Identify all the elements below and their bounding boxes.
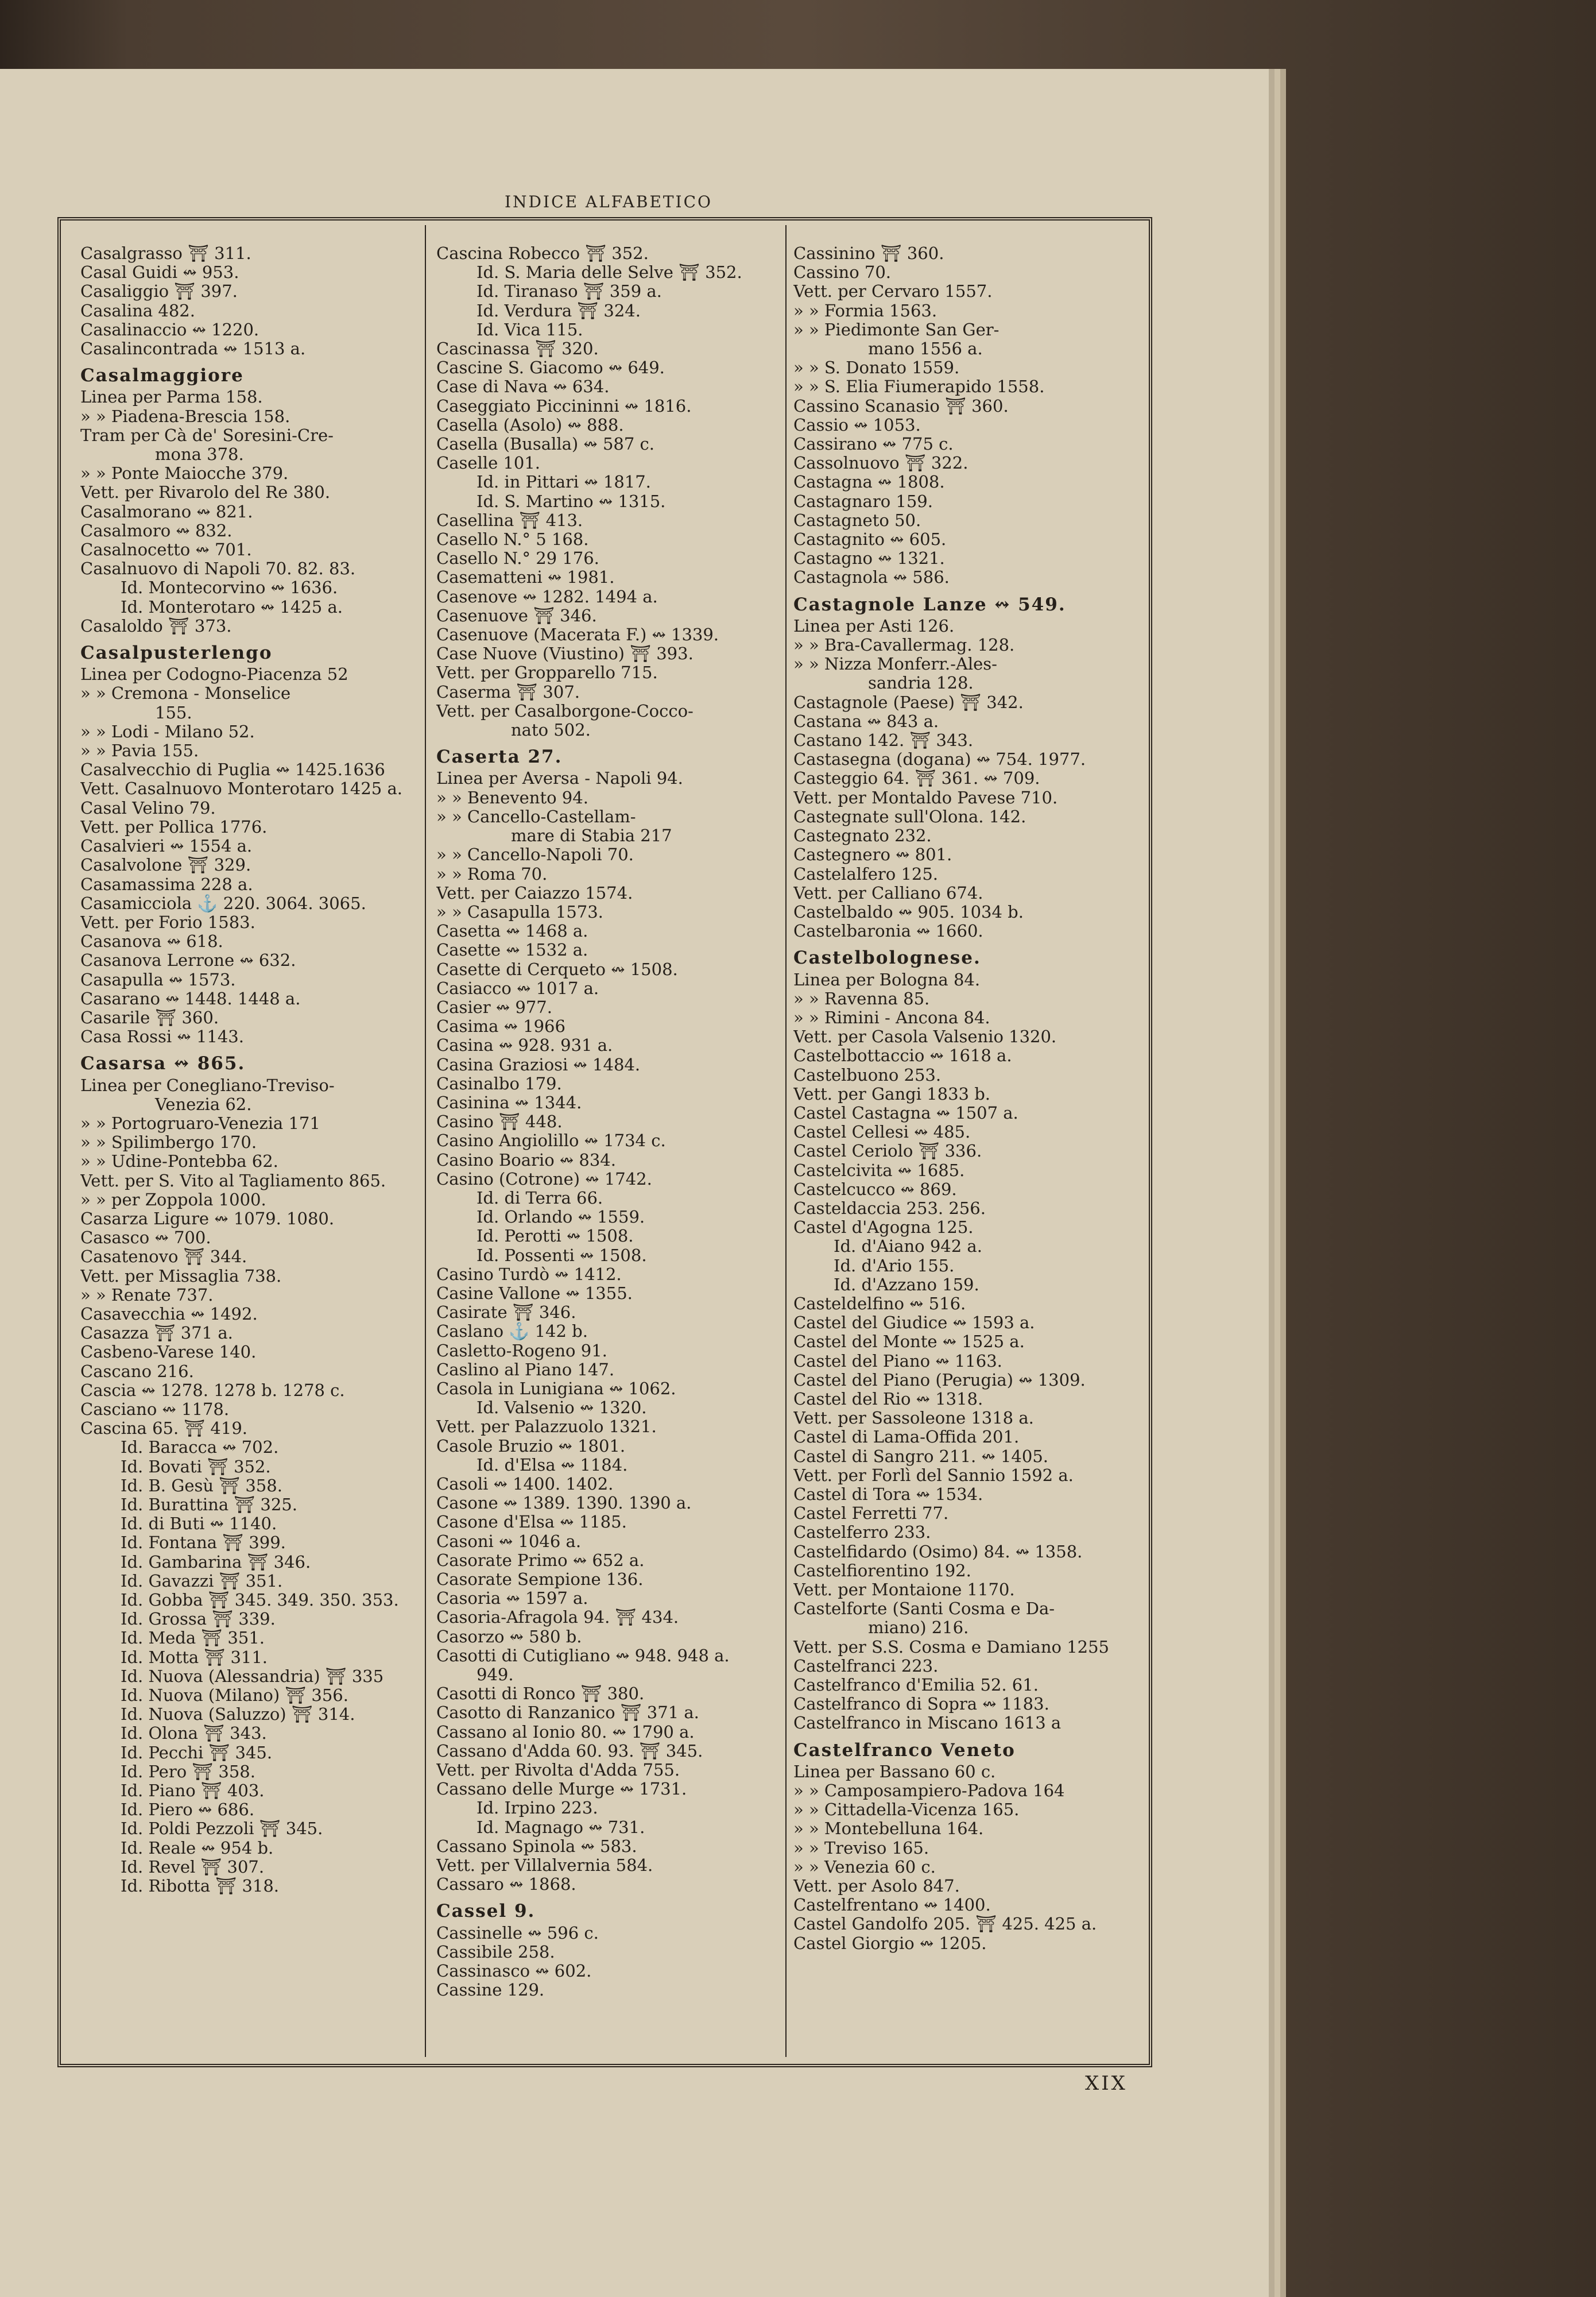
- index-entry: Casalmorano ↭ 821.: [80, 501, 253, 521]
- index-heading: Casalmaggiore: [80, 365, 244, 386]
- index-entry: Casciano ↭ 1178.: [80, 1399, 230, 1419]
- index-entry: Id. Piano ⛩ 403.: [121, 1781, 265, 1801]
- index-entry: nato 502.: [511, 720, 591, 740]
- index-entry: Id. Piero ↭ 686.: [121, 1800, 255, 1820]
- index-entry: Casbeno-Varese 140.: [80, 1342, 257, 1362]
- index-entry: Casorate Primo ↭ 652 a.: [436, 1550, 645, 1570]
- index-entry: Casavecchia ↭ 1492.: [80, 1304, 258, 1324]
- index-entry: Id. Monterotaro ↭ 1425 a.: [121, 597, 343, 617]
- index-entry: Castana ↭ 843 a.: [793, 711, 939, 731]
- index-entry: Id. in Pittari ↭ 1817.: [477, 472, 651, 492]
- index-entry: Cassinino ⛩ 360.: [793, 244, 944, 263]
- index-entry: Casteldelfino ↭ 516.: [793, 1293, 966, 1313]
- index-entry: » » Lodi - Milano 52.: [80, 721, 255, 741]
- index-entry: Vett. per Palazzuolo 1321.: [436, 1417, 657, 1437]
- index-entry: Castegnate sull'Olona. 142.: [793, 806, 1026, 826]
- index-entry: Vett. per Rivolta d'Adda 755.: [436, 1760, 680, 1780]
- index-entry: Casello N.° 29 176.: [436, 548, 599, 569]
- index-entry: Id. Magnago ↭ 731.: [477, 1817, 645, 1837]
- index-entry: Case Nuove (Viustino) ⛩ 393.: [436, 644, 694, 664]
- index-entry: Casima ↭ 1966: [436, 1016, 565, 1037]
- index-entry: Cassaro ↭ 1868.: [436, 1874, 576, 1894]
- index-entry: Id. Reale ↭ 954 b.: [121, 1838, 274, 1858]
- index-entry: Vett. per Casalborgone-Cocco-: [436, 701, 694, 721]
- index-entry: Linea per Codogno-Piacenza 52: [80, 664, 348, 685]
- index-entry: Caselle 101.: [436, 453, 541, 473]
- index-entry: Castel Castagna ↭ 1507 a.: [793, 1103, 1018, 1123]
- index-entry: Castegnato 232.: [793, 826, 932, 846]
- index-entry: Vett. per Gropparello 715.: [436, 663, 658, 683]
- index-entry: Castel Gandolfo 205. ⛩ 425. 425 a.: [793, 1914, 1097, 1934]
- index-entry: » » Piedimonte San Ger-: [793, 319, 1000, 339]
- index-entry: Id. di Buti ↭ 1140.: [121, 1514, 277, 1534]
- index-entry: Castelbaldo ↭ 905. 1034 b.: [793, 902, 1024, 922]
- index-heading: Casarsa ↭ 865.: [80, 1053, 246, 1074]
- index-entry: Cassano delle Murge ↭ 1731.: [436, 1779, 687, 1799]
- index-entry: Cassio ↭ 1053.: [793, 415, 921, 435]
- index-entry: Casirate ⛩ 346.: [436, 1302, 576, 1322]
- index-entry: » » Venezia 60 c.: [793, 1857, 936, 1877]
- index-entry: » » Nizza Monferr.-Ales-: [793, 654, 997, 674]
- index-column-2: [436, 244, 781, 2053]
- index-entry: Casina ↭ 928. 931 a.: [436, 1035, 613, 1055]
- index-entry: Tram per Cà de' Soresini-Cre-: [80, 425, 334, 445]
- index-entry: Id. Olona ⛩ 343.: [121, 1723, 267, 1743]
- index-entry: Casino ⛩ 448.: [436, 1112, 563, 1132]
- index-entry: Casal Velino 79.: [80, 798, 216, 818]
- index-entry: Id. S. Maria delle Selve ⛩ 352.: [477, 262, 742, 283]
- index-entry: Vett. per Villalvernia 584.: [436, 1855, 653, 1876]
- index-entry: Castelforte (Santi Cosma e Da-: [793, 1599, 1055, 1619]
- index-entry: » » Renate 737.: [80, 1285, 214, 1305]
- index-entry: Cassinasco ↭ 602.: [436, 1961, 592, 1981]
- index-entry: Id. Bovati ⛩ 352.: [121, 1456, 271, 1476]
- index-entry: Castelalfero 125.: [793, 864, 939, 884]
- index-entry: Id. d'Elsa ↭ 1184.: [477, 1455, 628, 1475]
- index-entry: 155.: [155, 702, 192, 722]
- index-entry: Caserma ⛩ 307.: [436, 682, 580, 702]
- index-entry: Castelbaronia ↭ 1660.: [793, 921, 983, 941]
- index-entry: Cascano 216.: [80, 1361, 194, 1381]
- index-entry: Vett. per Casola Valsenio 1320.: [793, 1027, 1057, 1047]
- index-entry: Linea per Bologna 84.: [793, 969, 981, 989]
- index-column-1: [80, 244, 419, 2053]
- index-entry: Cassano d'Adda 60. 93. ⛩ 345.: [436, 1741, 703, 1761]
- index-entry: Vett. per Calliano 674.: [793, 883, 983, 903]
- index-entry: » » Treviso 165.: [793, 1838, 929, 1858]
- index-entry: Casola in Lunigiana ↭ 1062.: [436, 1378, 676, 1398]
- index-entry: Casinalbo 179.: [436, 1073, 562, 1093]
- index-entry: » » Cittadella-Vicenza 165.: [793, 1800, 1020, 1820]
- index-entry: Casier ↭ 977.: [436, 997, 552, 1017]
- index-entry: Id. Gavazzi ⛩ 351.: [121, 1571, 283, 1591]
- index-entry: Castel d'Agogna 125.: [793, 1217, 974, 1238]
- index-entry: » » Cancello-Castellam-: [436, 806, 636, 826]
- index-entry: Cascia ↭ 1278. 1278 b. 1278 c.: [80, 1380, 345, 1400]
- index-entry: Casoni ↭ 1046 a.: [436, 1531, 582, 1551]
- index-entry: Casino Angiolillo ↭ 1734 c.: [436, 1131, 666, 1151]
- index-entry: mona 378.: [155, 444, 244, 465]
- index-entry: Cassino Scanasio ⛩ 360.: [793, 396, 1009, 416]
- index-entry: Casanova Lerrone ↭ 632.: [80, 950, 296, 970]
- index-entry: Castelcivita ↭ 1685.: [793, 1160, 965, 1180]
- index-entry: Casteggio 64. ⛩ 361. ↭ 709.: [793, 768, 1040, 788]
- index-entry: Id. Motta ⛩ 311.: [121, 1647, 268, 1667]
- index-entry: Casotti di Cutigliano ↭ 948. 948 a.: [436, 1645, 730, 1665]
- index-entry: Id. Montecorvino ↭ 1636.: [121, 578, 338, 598]
- index-entry: » » Rimini - Ancona 84.: [793, 1007, 990, 1027]
- index-heading: Castelfranco Veneto: [793, 1739, 1016, 1761]
- index-entry: Casasco ↭ 700.: [80, 1228, 211, 1248]
- index-entry: Castel Cellesi ↭ 485.: [793, 1122, 971, 1142]
- index-entry: Casorate Sempione 136.: [436, 1569, 644, 1590]
- index-entry: Id. d'Aiano 942 a.: [834, 1236, 982, 1256]
- index-entry: » » S. Donato 1559.: [793, 358, 960, 378]
- index-entry: Cassolnuovo ⛩ 322.: [793, 453, 969, 473]
- index-entry: » » Benevento 94.: [436, 787, 588, 807]
- index-heading: Castagnole Lanze ↭ 549.: [793, 594, 1066, 615]
- index-entry: Id. Verdura ⛩ 324.: [477, 300, 641, 320]
- index-entry: Castagno ↭ 1321.: [793, 548, 945, 569]
- index-entry: Castagnito ↭ 605.: [793, 529, 947, 550]
- index-entry: » » Ponte Maiocche 379.: [80, 463, 289, 484]
- index-entry: Casalincontrada ↭ 1513 a.: [80, 339, 306, 359]
- index-entry: Casanova ↭ 618.: [80, 931, 223, 952]
- index-entry: Vett. per Caiazzo 1574.: [436, 883, 633, 903]
- index-entry: Vett. per Rivarolo del Re 380.: [80, 482, 331, 502]
- index-entry: Casaloldo ⛩ 373.: [80, 616, 232, 636]
- index-entry: Casalina 482.: [80, 300, 195, 320]
- index-entry: Casematteni ↭ 1981.: [436, 567, 615, 587]
- index-entry: Casorzo ↭ 580 b.: [436, 1626, 582, 1646]
- index-entry: Casatenovo ⛩ 344.: [80, 1247, 247, 1267]
- index-entry: » » Piadena-Brescia 158.: [80, 406, 290, 426]
- index-entry: Castelcucco ↭ 869.: [793, 1179, 957, 1199]
- index-entry: Castelferro 233.: [793, 1522, 931, 1542]
- index-entry: miano) 216.: [868, 1618, 969, 1638]
- index-heading: Caserta 27.: [436, 747, 563, 768]
- page-number: XIX: [1085, 2072, 1128, 2095]
- index-entry: Vett. per S. Vito al Tagliamento 865.: [80, 1170, 386, 1190]
- index-entry: Castelbuono 253.: [793, 1065, 942, 1085]
- index-entry: Cascina 65. ⛩ 419.: [80, 1418, 248, 1438]
- index-entry: Id. Valsenio ↭ 1320.: [477, 1398, 647, 1418]
- index-entry: Castel del Monte ↭ 1525 a.: [793, 1332, 1025, 1352]
- index-entry: Id. Nuova (Milano) ⛩ 356.: [121, 1685, 348, 1706]
- index-entry: Castelfrentano ↭ 1400.: [793, 1895, 991, 1915]
- index-entry: » » Camposampiero-Padova 164: [793, 1781, 1065, 1801]
- index-entry: Castagnola ↭ 586.: [793, 567, 950, 587]
- index-entry: Casino (Cotrone) ↭ 1742.: [436, 1169, 652, 1189]
- index-entry: Id. Poldi Pezzoli ⛩ 345.: [121, 1819, 323, 1839]
- index-entry: Venezia 62.: [155, 1094, 252, 1114]
- index-entry: Vett. per Cervaro 1557.: [793, 281, 993, 301]
- index-entry: Casazza ⛩ 371 a.: [80, 1323, 233, 1343]
- index-entry: Id. Revel ⛩ 307.: [121, 1857, 265, 1877]
- index-entry: Casalmoro ↭ 832.: [80, 520, 233, 540]
- index-entry: Casal Guidi ↭ 953.: [80, 262, 239, 283]
- index-entry: Casellina ⛩ 413.: [436, 510, 583, 530]
- index-entry: Vett. per Sassoleone 1318 a.: [793, 1408, 1034, 1428]
- index-entry: Id. Grossa ⛩ 339.: [121, 1609, 276, 1629]
- index-entry: Castel del Piano ↭ 1163.: [793, 1351, 1002, 1371]
- index-entry: Castelfranco in Miscano 1613 a: [793, 1713, 1062, 1733]
- index-entry: Id. S. Martino ↭ 1315.: [477, 491, 666, 511]
- index-entry: Cascina Robecco ⛩ 352.: [436, 244, 649, 263]
- index-entry: » » Pavia 155.: [80, 741, 199, 761]
- index-entry: Castel di Sangro 211. ↭ 1405.: [793, 1446, 1048, 1466]
- index-entry: Id. Nuova (Alessandria) ⛩ 335: [121, 1666, 384, 1686]
- index-entry: Casalvieri ↭ 1554 a.: [80, 836, 253, 856]
- index-entry: Id. Vica 115.: [477, 319, 583, 339]
- index-entry: Casino Turdò ↭ 1412.: [436, 1264, 622, 1284]
- index-entry: Id. Ribotta ⛩ 318.: [121, 1876, 280, 1896]
- index-entry: Vett. Casalnuovo Monterotaro 1425 a.: [80, 779, 402, 799]
- index-entry: » » Montebelluna 164.: [793, 1819, 984, 1839]
- index-entry: Casette di Cerqueto ↭ 1508.: [436, 959, 678, 979]
- index-entry: mano 1556 a.: [868, 339, 983, 359]
- index-entry: » » Spilimbergo 170.: [80, 1132, 257, 1153]
- index-entry: Castagnaro 159.: [793, 491, 933, 511]
- index-entry: Linea per Asti 126.: [793, 616, 955, 636]
- index-entry: Casa Rossi ↭ 1143.: [80, 1027, 244, 1047]
- index-entry: » » Bra-Cavallermag. 128.: [793, 635, 1015, 655]
- index-entry: Castel di Lama-Offida 201.: [793, 1427, 1020, 1447]
- index-entry: Casino Boario ↭ 834.: [436, 1150, 616, 1170]
- index-entry: Case di Nava ↭ 634.: [436, 377, 610, 397]
- index-entry: Vett. per Forlì del Sannio 1592 a.: [793, 1465, 1074, 1485]
- index-entry: Casoria-Afragola 94. ⛩ 434.: [436, 1607, 679, 1627]
- index-heading: Castelbolognese.: [793, 948, 981, 969]
- index-entry: Casenuove (Macerata F.) ↭ 1339.: [436, 625, 719, 645]
- index-entry: Casalnocetto ↭ 701.: [80, 540, 252, 560]
- index-entry: Casotto di Ranzanico ⛩ 371 a.: [436, 1703, 699, 1723]
- index-entry: Cassinelle ↭ 596 c.: [436, 1923, 599, 1943]
- index-entry: Cassibile 258.: [436, 1942, 555, 1962]
- index-entry: mare di Stabia 217: [511, 826, 672, 846]
- index-entry: Vett. per Montaldo Pavese 710.: [793, 787, 1058, 807]
- column-rule: [785, 225, 787, 2057]
- index-entry: Casone d'Elsa ↭ 1185.: [436, 1512, 627, 1532]
- index-entry: Id. Irpino 223.: [477, 1798, 598, 1818]
- index-entry: Castelfiorentino 192.: [793, 1560, 971, 1580]
- index-heading: Casalpusterlengo: [80, 643, 273, 664]
- index-column-3: [793, 244, 1132, 2053]
- index-entry: Id. Orlando ↭ 1559.: [477, 1207, 645, 1227]
- index-entry: Cassano al Ionio 80. ↭ 1790 a.: [436, 1722, 695, 1742]
- index-entry: » » per Zoppola 1000.: [80, 1189, 266, 1209]
- index-entry: Cascine S. Giacomo ↭ 649.: [436, 358, 665, 378]
- index-entry: Vett. per Montaione 1170.: [793, 1580, 1015, 1600]
- index-entry: Id. Meda ⛩ 351.: [121, 1628, 265, 1648]
- index-entry: Casarza Ligure ↭ 1079. 1080.: [80, 1208, 335, 1228]
- index-entry: Casoli ↭ 1400. 1402.: [436, 1474, 614, 1494]
- index-entry: Id. Pecchi ⛩ 345.: [121, 1742, 273, 1762]
- index-entry: Vett. per Asolo 847.: [793, 1876, 960, 1896]
- index-entry: Caseggiato Piccininni ↭ 1816.: [436, 396, 692, 416]
- index-entry: Casetta ↭ 1468 a.: [436, 921, 588, 941]
- index-entry: Castel Ceriolo ⛩ 336.: [793, 1141, 982, 1161]
- index-entry: Casinina ↭ 1344.: [436, 1092, 582, 1112]
- index-entry: Casletto-Rogeno 91.: [436, 1340, 607, 1360]
- index-entry: Caslino al Piano 147.: [436, 1359, 615, 1379]
- index-entry: Castel del Piano (Perugia) ↭ 1309.: [793, 1370, 1086, 1390]
- index-entry: Cassirano ↭ 775 c.: [793, 434, 954, 454]
- index-entry: Casella (Busalla) ↭ 587 c.: [436, 434, 654, 454]
- index-entry: Id. d'Azzano 159.: [834, 1274, 979, 1294]
- index-entry: Id. Baracca ↭ 702.: [121, 1437, 279, 1457]
- index-entry: Casenove ↭ 1282. 1494 a.: [436, 586, 658, 606]
- index-entry: Vett. per S.S. Cosma e Damiano 1255: [793, 1637, 1109, 1657]
- index-entry: Casamassima 228 a.: [80, 874, 253, 894]
- index-entry: Casarile ⛩ 360.: [80, 1007, 219, 1027]
- index-entry: Castel Giorgio ↭ 1205.: [793, 1933, 987, 1953]
- index-entry: Casalinaccio ↭ 1220.: [80, 319, 259, 339]
- index-entry: Cassano Spinola ↭ 583.: [436, 1836, 637, 1856]
- index-entry: Casiacco ↭ 1017 a.: [436, 978, 599, 998]
- index-entry: Castagnole (Paese) ⛩ 342.: [793, 692, 1024, 712]
- index-entry: Id. di Terra 66.: [477, 1188, 603, 1208]
- index-entry: Cassino 70.: [793, 262, 891, 283]
- index-entry: Casette ↭ 1532 a.: [436, 940, 588, 960]
- index-entry: Casaliggio ⛩ 397.: [80, 281, 238, 301]
- index-entry: sandria 128.: [868, 673, 974, 693]
- index-entry: » » Roma 70.: [436, 864, 548, 884]
- index-entry: Castasegna (dogana) ↭ 754. 1977.: [793, 749, 1086, 769]
- index-entry: Castelfidardo (Osimo) 84. ↭ 1358.: [793, 1541, 1083, 1561]
- index-entry: Cassine 129.: [436, 1980, 545, 2000]
- page-header: INDICE ALFABETICO: [505, 192, 712, 211]
- index-entry: Castelfranco di Sopra ↭ 1183.: [793, 1694, 1049, 1714]
- index-entry: Casapulla ↭ 1573.: [80, 969, 236, 989]
- index-entry: Casine Vallone ↭ 1355.: [436, 1283, 633, 1303]
- index-entry: Linea per Parma 158.: [80, 387, 263, 407]
- index-entry: Casarano ↭ 1448. 1448 a.: [80, 988, 301, 1008]
- index-entry: Id. B. Gesù ⛩ 358.: [121, 1475, 282, 1495]
- index-entry: Vett. per Gangi 1833 b.: [793, 1084, 990, 1104]
- index-entry: Casalvolone ⛩ 329.: [80, 855, 251, 875]
- index-entry: Casotti di Ronco ⛩ 380.: [436, 1684, 645, 1704]
- index-entry: Caslano ⚓ 142 b.: [436, 1321, 588, 1341]
- index-entry: Id. Gambarina ⛩ 346.: [121, 1552, 311, 1572]
- index-entry: Casole Bruzio ↭ 1801.: [436, 1436, 626, 1456]
- index-heading: Cassel 9.: [436, 1901, 536, 1922]
- index-entry: » » Cancello-Napoli 70.: [436, 845, 634, 865]
- index-entry: Casella (Asolo) ↭ 888.: [436, 415, 624, 435]
- index-entry: Casello N.° 5 168.: [436, 529, 589, 550]
- index-entry: Linea per Conegliano-Treviso-: [80, 1075, 335, 1095]
- index-entry: » » Udine-Pontebba 62.: [80, 1151, 278, 1171]
- index-entry: Castelfranco d'Emilia 52. 61.: [793, 1675, 1039, 1695]
- index-entry: 949.: [477, 1665, 514, 1685]
- index-entry: Casteldaccia 253. 256.: [793, 1198, 986, 1218]
- index-entry: Vett. per Pollica 1776.: [80, 817, 268, 837]
- index-entry: Castel Ferretti 77.: [793, 1503, 949, 1523]
- index-entry: Id. Burattina ⛩ 325.: [121, 1495, 297, 1514]
- index-entry: Casalgrasso ⛩ 311.: [80, 244, 251, 263]
- index-entry: Castelfranci 223.: [793, 1656, 939, 1676]
- index-entry: Castagneto 50.: [793, 510, 921, 530]
- index-entry: Id. d'Ario 155.: [834, 1255, 955, 1275]
- index-entry: » » Formia 1563.: [793, 300, 938, 320]
- index-entry: Casamicciola ⚓ 220. 3064. 3065.: [80, 893, 366, 913]
- index-entry: Id. Fontana ⛩ 399.: [121, 1533, 286, 1553]
- index-entry: Casalnuovo di Napoli 70. 82. 83.: [80, 559, 356, 579]
- index-entry: » » Portogruaro-Venezia 171: [80, 1113, 320, 1133]
- index-entry: Id. Nuova (Saluzzo) ⛩ 314.: [121, 1704, 355, 1724]
- index-entry: Casone ↭ 1389. 1390. 1390 a.: [436, 1493, 692, 1513]
- column-rule: [425, 225, 426, 2057]
- index-entry: Vett. per Forio 1583.: [80, 912, 255, 932]
- index-entry: Castano 142. ⛩ 343.: [793, 730, 974, 751]
- index-entry: Castel del Rio ↭ 1318.: [793, 1389, 983, 1409]
- index-entry: Linea per Bassano 60 c.: [793, 1761, 996, 1781]
- index-entry: » » Ravenna 85.: [793, 988, 930, 1008]
- index-entry: Castelbottaccio ↭ 1618 a.: [793, 1046, 1012, 1066]
- index-entry: » » Cremona - Monselice: [80, 683, 291, 703]
- index-entry: Cascinassa ⛩ 320.: [436, 339, 599, 359]
- index-entry: Casoria ↭ 1597 a.: [436, 1588, 588, 1608]
- index-entry: Linea per Aversa - Napoli 94.: [436, 768, 683, 788]
- index-entry: Castegnero ↭ 801.: [793, 845, 952, 865]
- index-entry: Casenuove ⛩ 346.: [436, 605, 597, 625]
- index-entry: » » S. Elia Fiumerapido 1558.: [793, 377, 1045, 397]
- index-entry: Castel di Tora ↭ 1534.: [793, 1484, 983, 1504]
- index-entry: Castagna ↭ 1808.: [793, 472, 945, 492]
- index-entry: Casalvecchio di Puglia ↭ 1425.1636: [80, 760, 385, 780]
- index-entry: Id. Perotti ↭ 1508.: [477, 1226, 634, 1246]
- index-entry: » » Casapulla 1573.: [436, 902, 603, 922]
- index-entry: Id. Possenti ↭ 1508.: [477, 1245, 647, 1265]
- index-entry: Id. Tiranaso ⛩ 359 a.: [477, 281, 662, 301]
- index-entry: Id. Pero ⛩ 358.: [121, 1761, 255, 1781]
- index-entry: Vett. per Missaglia 738.: [80, 1266, 282, 1286]
- index-entry: Castel del Giudice ↭ 1593 a.: [793, 1313, 1035, 1333]
- index-entry: Casina Graziosi ↭ 1484.: [436, 1054, 641, 1074]
- index-entry: Id. Gobba ⛩ 345. 349. 350. 353.: [121, 1590, 399, 1610]
